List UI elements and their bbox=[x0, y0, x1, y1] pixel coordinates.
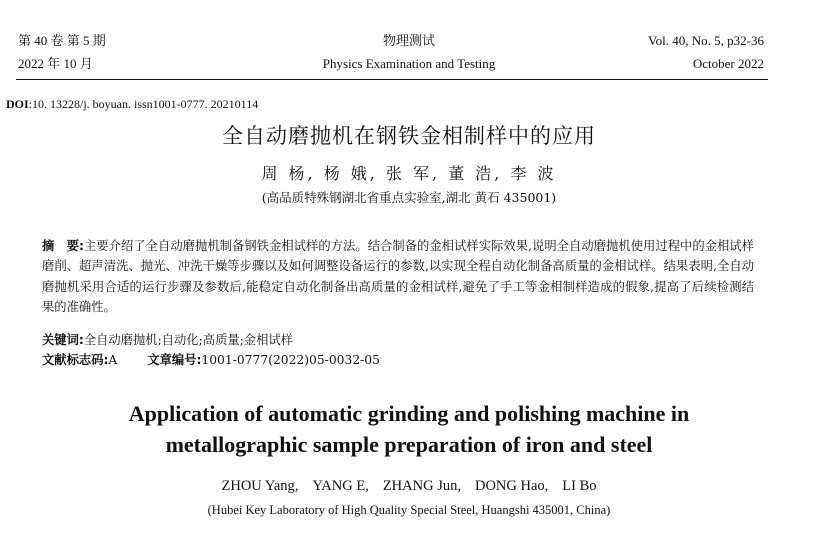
keywords-cn bbox=[42, 330, 293, 348]
author-en: ZHOU Yang, bbox=[221, 478, 299, 494]
doc-code-label: 文献标志码: bbox=[42, 353, 109, 367]
authors-cn: 周 杨, 杨 娥, 张 军, 董 浩, 李 波 bbox=[261, 164, 557, 183]
date-cn: 2022 年 10 月 bbox=[18, 56, 93, 71]
volume-en: Vol. 40, No. 5, p32-36 bbox=[647, 33, 764, 48]
article-no-label: 文章编号: bbox=[147, 353, 202, 367]
abstract-text: 主要介绍了全自动磨抛机制备钢铁金相试样的方法。结合制备的金相试样实际效果,说明全自动磨抛机使用过程中的金相试样磨削、超声清洗、抛光、冲洗干燥等步骤以及如何调整设备运行的参数,以实现全程自动化制备高质量的金相试样。结果表明,全自动磨抛机采用合适的运行步骤及参数后,能稳定自动化制备出高质量的金相试样,避免了手工等金相制样造成的假象,提高了后续检测结果的准确性。 bbox=[42, 239, 754, 315]
abstract-cn bbox=[42, 236, 754, 318]
author-en: LI Bo bbox=[562, 478, 597, 494]
affiliation-cn: (高品质特殊钢湖北省重点实验室,湖北 黄石 435001) bbox=[261, 190, 557, 205]
article-no-value: 1001-0777(2022)05-0032-05 bbox=[201, 353, 380, 367]
doc-code-value: A bbox=[108, 353, 118, 367]
doi-line bbox=[6, 97, 258, 112]
journal-name-cn: 物理测试 bbox=[382, 33, 435, 48]
title-cn: 全自动磨抛机在钢铁金相制样中的应用 bbox=[222, 124, 596, 148]
volume-cn: 第 40 卷 第 5 期 bbox=[18, 33, 106, 48]
title-en bbox=[0, 398, 818, 460]
header-divider bbox=[16, 79, 768, 80]
doi-value: :10. 13228/j. boyuan. issn1001-0777. 20210114 bbox=[28, 97, 259, 111]
author-en: ZHANG Jun, bbox=[382, 478, 461, 494]
abstract-label: 摘 要: bbox=[42, 239, 84, 253]
classification-line bbox=[42, 350, 380, 368]
keywords-text: 全自动磨抛机;自动化;高质量;金相试样 bbox=[83, 333, 293, 347]
keywords-label: 关键词: bbox=[42, 333, 84, 347]
date-en: October 2022 bbox=[692, 56, 764, 71]
affiliation-en: (Hubei Key Laboratory of High Quality Special Steel, Huangshi 435001, China) bbox=[207, 503, 611, 517]
title-en-line1: Application of automatic grinding and polishing machine in bbox=[128, 401, 690, 426]
header-right bbox=[648, 32, 764, 72]
authors-en bbox=[0, 478, 818, 495]
doi-label: DOI bbox=[6, 97, 29, 111]
author-en: DONG Hao, bbox=[474, 478, 549, 494]
author-en: YANG E, bbox=[312, 478, 369, 494]
journal-name-en: Physics Examination and Testing bbox=[322, 56, 496, 71]
title-en-line2: metallographic sample preparation of iron and steel bbox=[165, 432, 653, 457]
